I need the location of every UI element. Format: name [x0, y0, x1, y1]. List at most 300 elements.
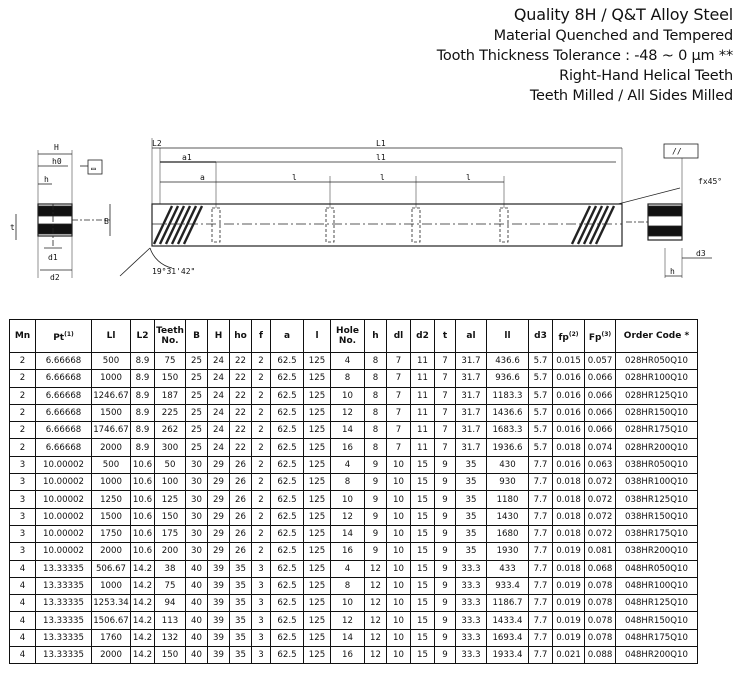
cell-l: 125 [304, 353, 331, 370]
cell-hole-no: 8 [331, 577, 365, 594]
cell-b: 25 [186, 404, 208, 421]
table-row [10, 629, 698, 646]
cell-a: 62.5 [271, 422, 304, 439]
cell-d2: 15 [411, 456, 435, 473]
cell-order-code: 048HR050Q10 [616, 560, 698, 577]
cell-h-small: 12 [365, 647, 387, 664]
cell-teeth-no: 150 [155, 647, 186, 664]
cell-a: 62.5 [271, 647, 304, 664]
cell-hole-no: 16 [331, 647, 365, 664]
cell-teeth-no: 200 [155, 543, 186, 560]
cell-pt: 13.33335 [36, 647, 92, 664]
col-Fp: Fp$^{(3)}$ [585, 320, 616, 353]
cell-hole-no: 12 [331, 404, 365, 421]
cell-dl: 10 [387, 577, 411, 594]
cell-ll-small: 1936.6 [487, 439, 529, 456]
cell-f: 2 [252, 543, 271, 560]
cell-h: 29 [208, 525, 230, 542]
cell-teeth-no: 75 [155, 353, 186, 370]
cell-h: 29 [208, 456, 230, 473]
cell-h-small: 8 [365, 439, 387, 456]
cell-h-small: 12 [365, 577, 387, 594]
cell-al: 31.7 [456, 422, 487, 439]
cell-b: 25 [186, 422, 208, 439]
cell-t: 9 [435, 595, 456, 612]
cell-t: 9 [435, 543, 456, 560]
cell-Fp: 0.057 [585, 353, 616, 370]
cell-order-code: 048HR100Q10 [616, 577, 698, 594]
cell-l2: 8.9 [131, 439, 155, 456]
cell-dl: 10 [387, 474, 411, 491]
cell-fp: 0.015 [553, 353, 585, 370]
cell-mn: 3 [10, 543, 36, 560]
cell-b: 40 [186, 629, 208, 646]
cell-teeth-no: 113 [155, 612, 186, 629]
label-d1: d1 [48, 253, 58, 262]
cell-mn: 4 [10, 612, 36, 629]
cell-t: 7 [435, 422, 456, 439]
cell-mn: 4 [10, 577, 36, 594]
cell-dl: 7 [387, 353, 411, 370]
cell-b: 30 [186, 508, 208, 525]
cell-t: 9 [435, 560, 456, 577]
cell-ho: 22 [230, 422, 252, 439]
cell-teeth-no: 94 [155, 595, 186, 612]
cell-d3: 7.7 [529, 560, 553, 577]
cell-order-code: 038HR050Q10 [616, 456, 698, 473]
cell-pt: 10.00002 [36, 525, 92, 542]
cell-hole-no: 4 [331, 560, 365, 577]
cell-hole-no: 10 [331, 387, 365, 404]
cell-h-small: 9 [365, 543, 387, 560]
cell-h: 24 [208, 387, 230, 404]
cell-b: 25 [186, 353, 208, 370]
right-section-top-hatch [648, 206, 682, 216]
left-section-view [16, 150, 110, 278]
cell-f: 3 [252, 560, 271, 577]
cell-order-code: 048HR125Q10 [616, 595, 698, 612]
cell-teeth-no: 175 [155, 525, 186, 542]
cell-fp: 0.019 [553, 595, 585, 612]
cell-teeth-no: 75 [155, 577, 186, 594]
cell-ll-small: 1933.4 [487, 647, 529, 664]
cell-a: 62.5 [271, 439, 304, 456]
cell-f: 2 [252, 422, 271, 439]
cell-f: 3 [252, 595, 271, 612]
cell-h: 29 [208, 543, 230, 560]
cell-Fp: 0.078 [585, 629, 616, 646]
cell-teeth-no: 50 [155, 456, 186, 473]
cell-dl: 10 [387, 456, 411, 473]
cell-fp: 0.016 [553, 456, 585, 473]
cell-mn: 2 [10, 370, 36, 387]
cell-a: 62.5 [271, 353, 304, 370]
cell-h: 24 [208, 404, 230, 421]
cell-ll: 1500 [92, 508, 131, 525]
cell-dl: 7 [387, 439, 411, 456]
col-h-small: h [365, 320, 387, 353]
cell-order-code: 038HR200Q10 [616, 543, 698, 560]
cell-teeth-no: 150 [155, 370, 186, 387]
cell-fp: 0.019 [553, 612, 585, 629]
cell-Fp: 0.072 [585, 508, 616, 525]
cell-l: 125 [304, 474, 331, 491]
cell-dl: 10 [387, 647, 411, 664]
cell-b: 40 [186, 612, 208, 629]
col-ho: ho [230, 320, 252, 353]
cell-hole-no: 14 [331, 422, 365, 439]
cell-d3: 7.7 [529, 525, 553, 542]
table-row [10, 577, 698, 594]
cell-b: 30 [186, 456, 208, 473]
cell-ll-small: 1183.3 [487, 387, 529, 404]
cell-ll: 2000 [92, 647, 131, 664]
cell-d2: 15 [411, 595, 435, 612]
left-fcf-symbol: ▭ [91, 164, 96, 173]
col-ll: Ll [92, 320, 131, 353]
cell-ll: 2000 [92, 439, 131, 456]
cell-d3: 7.7 [529, 508, 553, 525]
cell-pt: 6.66668 [36, 370, 92, 387]
cell-a: 62.5 [271, 370, 304, 387]
cell-order-code: 048HR200Q10 [616, 647, 698, 664]
cell-fp: 0.018 [553, 474, 585, 491]
table-row [10, 404, 698, 421]
label-L2: L2 [152, 139, 162, 148]
spec-block [437, 4, 733, 106]
cell-b: 40 [186, 577, 208, 594]
cell-l: 125 [304, 387, 331, 404]
cell-dl: 10 [387, 508, 411, 525]
rack-spec-table [9, 319, 698, 664]
left-section-bottom-hatch [38, 224, 72, 234]
cell-ho: 22 [230, 439, 252, 456]
cell-mn: 3 [10, 525, 36, 542]
cell-a: 62.5 [271, 612, 304, 629]
cell-h-small: 9 [365, 456, 387, 473]
right-section-bottom-hatch [648, 226, 682, 236]
label-h0: h0 [52, 157, 62, 166]
table-header-row [10, 320, 698, 353]
table-row [10, 525, 698, 542]
table-row [10, 612, 698, 629]
cell-order-code: 048HR175Q10 [616, 629, 698, 646]
label-h-right: h [670, 267, 675, 276]
cell-h: 39 [208, 629, 230, 646]
cell-h-small: 12 [365, 595, 387, 612]
col-d3: d3 [529, 320, 553, 353]
label-l-2: l [380, 173, 385, 182]
table-row [10, 560, 698, 577]
cell-ll-small: 1693.4 [487, 629, 529, 646]
cell-d2: 11 [411, 353, 435, 370]
cell-al: 33.3 [456, 629, 487, 646]
cell-mn: 2 [10, 422, 36, 439]
cell-l: 125 [304, 370, 331, 387]
cell-l2: 10.6 [131, 525, 155, 542]
table-row [10, 422, 698, 439]
cell-t: 9 [435, 456, 456, 473]
right-fcf-symbol: // [672, 147, 682, 156]
cell-t: 9 [435, 629, 456, 646]
cell-hole-no: 8 [331, 474, 365, 491]
col-pt: Pt$^{(1)}$ [36, 320, 92, 353]
cell-h: 24 [208, 422, 230, 439]
cell-d3: 7.7 [529, 491, 553, 508]
cell-al: 35 [456, 456, 487, 473]
cell-teeth-no: 125 [155, 491, 186, 508]
cell-a: 62.5 [271, 491, 304, 508]
cell-Fp: 0.078 [585, 612, 616, 629]
cell-f: 2 [252, 491, 271, 508]
label-l1: l1 [376, 153, 386, 162]
table-row [10, 474, 698, 491]
cell-ll-small: 1680 [487, 525, 529, 542]
cell-t: 7 [435, 370, 456, 387]
cell-ho: 26 [230, 525, 252, 542]
cell-mn: 4 [10, 647, 36, 664]
cell-ho: 35 [230, 647, 252, 664]
col-al: al [456, 320, 487, 353]
table-row [10, 543, 698, 560]
spec-helix: Right-Hand Helical Teeth [559, 68, 733, 84]
cell-pt: 6.66668 [36, 404, 92, 421]
cell-a: 62.5 [271, 474, 304, 491]
cell-dl: 10 [387, 491, 411, 508]
cell-order-code: 048HR150Q10 [616, 612, 698, 629]
cell-ll: 500 [92, 456, 131, 473]
cell-hole-no: 10 [331, 595, 365, 612]
cell-h-small: 9 [365, 474, 387, 491]
cell-al: 31.7 [456, 404, 487, 421]
label-d3: d3 [696, 249, 706, 258]
cell-d2: 15 [411, 508, 435, 525]
label-H: H [54, 143, 59, 152]
cell-hole-no: 14 [331, 629, 365, 646]
cell-al: 33.3 [456, 647, 487, 664]
cell-d2: 11 [411, 370, 435, 387]
main-bar-view [120, 138, 680, 276]
cell-ll-small: 430 [487, 456, 529, 473]
cell-l2: 14.2 [131, 629, 155, 646]
cell-fp: 0.019 [553, 577, 585, 594]
cell-ll: 1250 [92, 491, 131, 508]
cell-b: 25 [186, 370, 208, 387]
cell-h: 39 [208, 577, 230, 594]
cell-fp: 0.018 [553, 439, 585, 456]
cell-ll: 1000 [92, 474, 131, 491]
cell-f: 3 [252, 577, 271, 594]
cell-mn: 3 [10, 474, 36, 491]
cell-mn: 2 [10, 353, 36, 370]
cell-fp: 0.016 [553, 370, 585, 387]
cell-ll-small: 1436.6 [487, 404, 529, 421]
cell-mn: 3 [10, 491, 36, 508]
cell-al: 31.7 [456, 353, 487, 370]
cell-pt: 13.33335 [36, 629, 92, 646]
cell-al: 33.3 [456, 560, 487, 577]
cell-dl: 10 [387, 595, 411, 612]
cell-f: 2 [252, 387, 271, 404]
cell-l: 125 [304, 595, 331, 612]
cell-ll: 2000 [92, 543, 131, 560]
cell-mn: 3 [10, 456, 36, 473]
label-h: h [44, 175, 49, 184]
helical-teeth-right [572, 206, 614, 244]
cell-f: 2 [252, 353, 271, 370]
cell-d3: 5.7 [529, 439, 553, 456]
col-dl: dl [387, 320, 411, 353]
cell-h: 29 [208, 474, 230, 491]
cell-d2: 11 [411, 422, 435, 439]
cell-l2: 8.9 [131, 353, 155, 370]
label-t: t [10, 223, 15, 232]
cell-hole-no: 12 [331, 508, 365, 525]
cell-h: 24 [208, 439, 230, 456]
cell-l: 125 [304, 543, 331, 560]
cell-ho: 22 [230, 404, 252, 421]
cell-Fp: 0.081 [585, 543, 616, 560]
cell-ho: 35 [230, 577, 252, 594]
cell-order-code: 038HR150Q10 [616, 508, 698, 525]
cell-pt: 6.66668 [36, 353, 92, 370]
cell-d2: 15 [411, 612, 435, 629]
spec-quality: Quality 8H / Q&T Alloy Steel [513, 5, 733, 24]
cell-f: 2 [252, 474, 271, 491]
cell-fp: 0.016 [553, 422, 585, 439]
cell-h: 29 [208, 491, 230, 508]
cell-l2: 10.6 [131, 491, 155, 508]
label-helix-angle: 19°31'42" [152, 267, 196, 276]
cell-l2: 14.2 [131, 560, 155, 577]
col-l: l [304, 320, 331, 353]
cell-dl: 10 [387, 525, 411, 542]
left-section-top-hatch [38, 206, 72, 216]
cell-t: 9 [435, 525, 456, 542]
cell-l2: 8.9 [131, 387, 155, 404]
cell-ll-small: 433 [487, 560, 529, 577]
cell-fp: 0.016 [553, 404, 585, 421]
Fp-sup: (3) [601, 330, 612, 338]
label-d2: d2 [50, 273, 60, 282]
cell-l: 125 [304, 439, 331, 456]
cell-a: 62.5 [271, 456, 304, 473]
cell-h-small: 8 [365, 404, 387, 421]
cell-f: 2 [252, 508, 271, 525]
cell-Fp: 0.074 [585, 439, 616, 456]
cell-pt: 13.33335 [36, 612, 92, 629]
cell-a: 62.5 [271, 595, 304, 612]
cell-t: 7 [435, 387, 456, 404]
cell-d3: 7.7 [529, 595, 553, 612]
cell-t: 9 [435, 491, 456, 508]
cell-h-small: 9 [365, 508, 387, 525]
cell-order-code: 028HR175Q10 [616, 422, 698, 439]
cell-l: 125 [304, 422, 331, 439]
cell-ll-small: 933.4 [487, 577, 529, 594]
cell-al: 33.3 [456, 577, 487, 594]
cell-ll-small: 1186.7 [487, 595, 529, 612]
cell-al: 35 [456, 474, 487, 491]
cell-t: 9 [435, 612, 456, 629]
cell-al: 33.3 [456, 595, 487, 612]
cell-f: 2 [252, 439, 271, 456]
cell-a: 62.5 [271, 560, 304, 577]
cell-hole-no: 16 [331, 439, 365, 456]
cell-dl: 7 [387, 387, 411, 404]
cell-ll: 1500 [92, 404, 131, 421]
cell-Fp: 0.072 [585, 491, 616, 508]
cell-fp: 0.019 [553, 629, 585, 646]
cell-ho: 22 [230, 353, 252, 370]
cell-f: 2 [252, 370, 271, 387]
col-l2: L2 [131, 320, 155, 353]
cell-dl: 7 [387, 370, 411, 387]
spec-material: Material Quenched and Tempered [493, 28, 733, 44]
cell-l2: 8.9 [131, 370, 155, 387]
cell-l: 125 [304, 612, 331, 629]
cell-h-small: 8 [365, 422, 387, 439]
cell-d3: 5.7 [529, 422, 553, 439]
label-chamfer: fx45° [698, 177, 723, 186]
cell-dl: 10 [387, 612, 411, 629]
table-row [10, 456, 698, 473]
cell-ll: 500 [92, 353, 131, 370]
cell-d2: 15 [411, 491, 435, 508]
cell-b: 30 [186, 543, 208, 560]
cell-ll: 1000 [92, 577, 131, 594]
cell-pt: 13.33335 [36, 560, 92, 577]
cell-ll-small: 436.6 [487, 353, 529, 370]
col-a: a [271, 320, 304, 353]
cell-h: 39 [208, 647, 230, 664]
cell-order-code: 038HR175Q10 [616, 525, 698, 542]
cell-hole-no: 14 [331, 525, 365, 542]
cell-pt: 6.66668 [36, 422, 92, 439]
cell-hole-no: 4 [331, 353, 365, 370]
cell-h: 29 [208, 508, 230, 525]
cell-d3: 5.7 [529, 404, 553, 421]
col-d2: d2 [411, 320, 435, 353]
cell-ho: 26 [230, 456, 252, 473]
cell-f: 2 [252, 456, 271, 473]
cell-l: 125 [304, 508, 331, 525]
cell-f: 2 [252, 404, 271, 421]
cell-al: 35 [456, 525, 487, 542]
col-b: B [186, 320, 208, 353]
cell-ll-small: 930 [487, 474, 529, 491]
cell-b: 30 [186, 474, 208, 491]
col-ll-small: ll [487, 320, 529, 353]
cell-al: 31.7 [456, 439, 487, 456]
cell-ll: 1000 [92, 370, 131, 387]
cell-fp: 0.016 [553, 387, 585, 404]
cell-pt: 10.00002 [36, 508, 92, 525]
cell-ll-small: 936.6 [487, 370, 529, 387]
cell-hole-no: 16 [331, 543, 365, 560]
cell-d3: 5.7 [529, 353, 553, 370]
col-h: H [208, 320, 230, 353]
cell-ll-small: 1433.4 [487, 612, 529, 629]
col-t: t [435, 320, 456, 353]
cell-a: 62.5 [271, 387, 304, 404]
cell-t: 7 [435, 353, 456, 370]
cell-l: 125 [304, 404, 331, 421]
cell-Fp: 0.088 [585, 647, 616, 664]
cell-Fp: 0.066 [585, 422, 616, 439]
cell-teeth-no: 38 [155, 560, 186, 577]
cell-d2: 15 [411, 647, 435, 664]
